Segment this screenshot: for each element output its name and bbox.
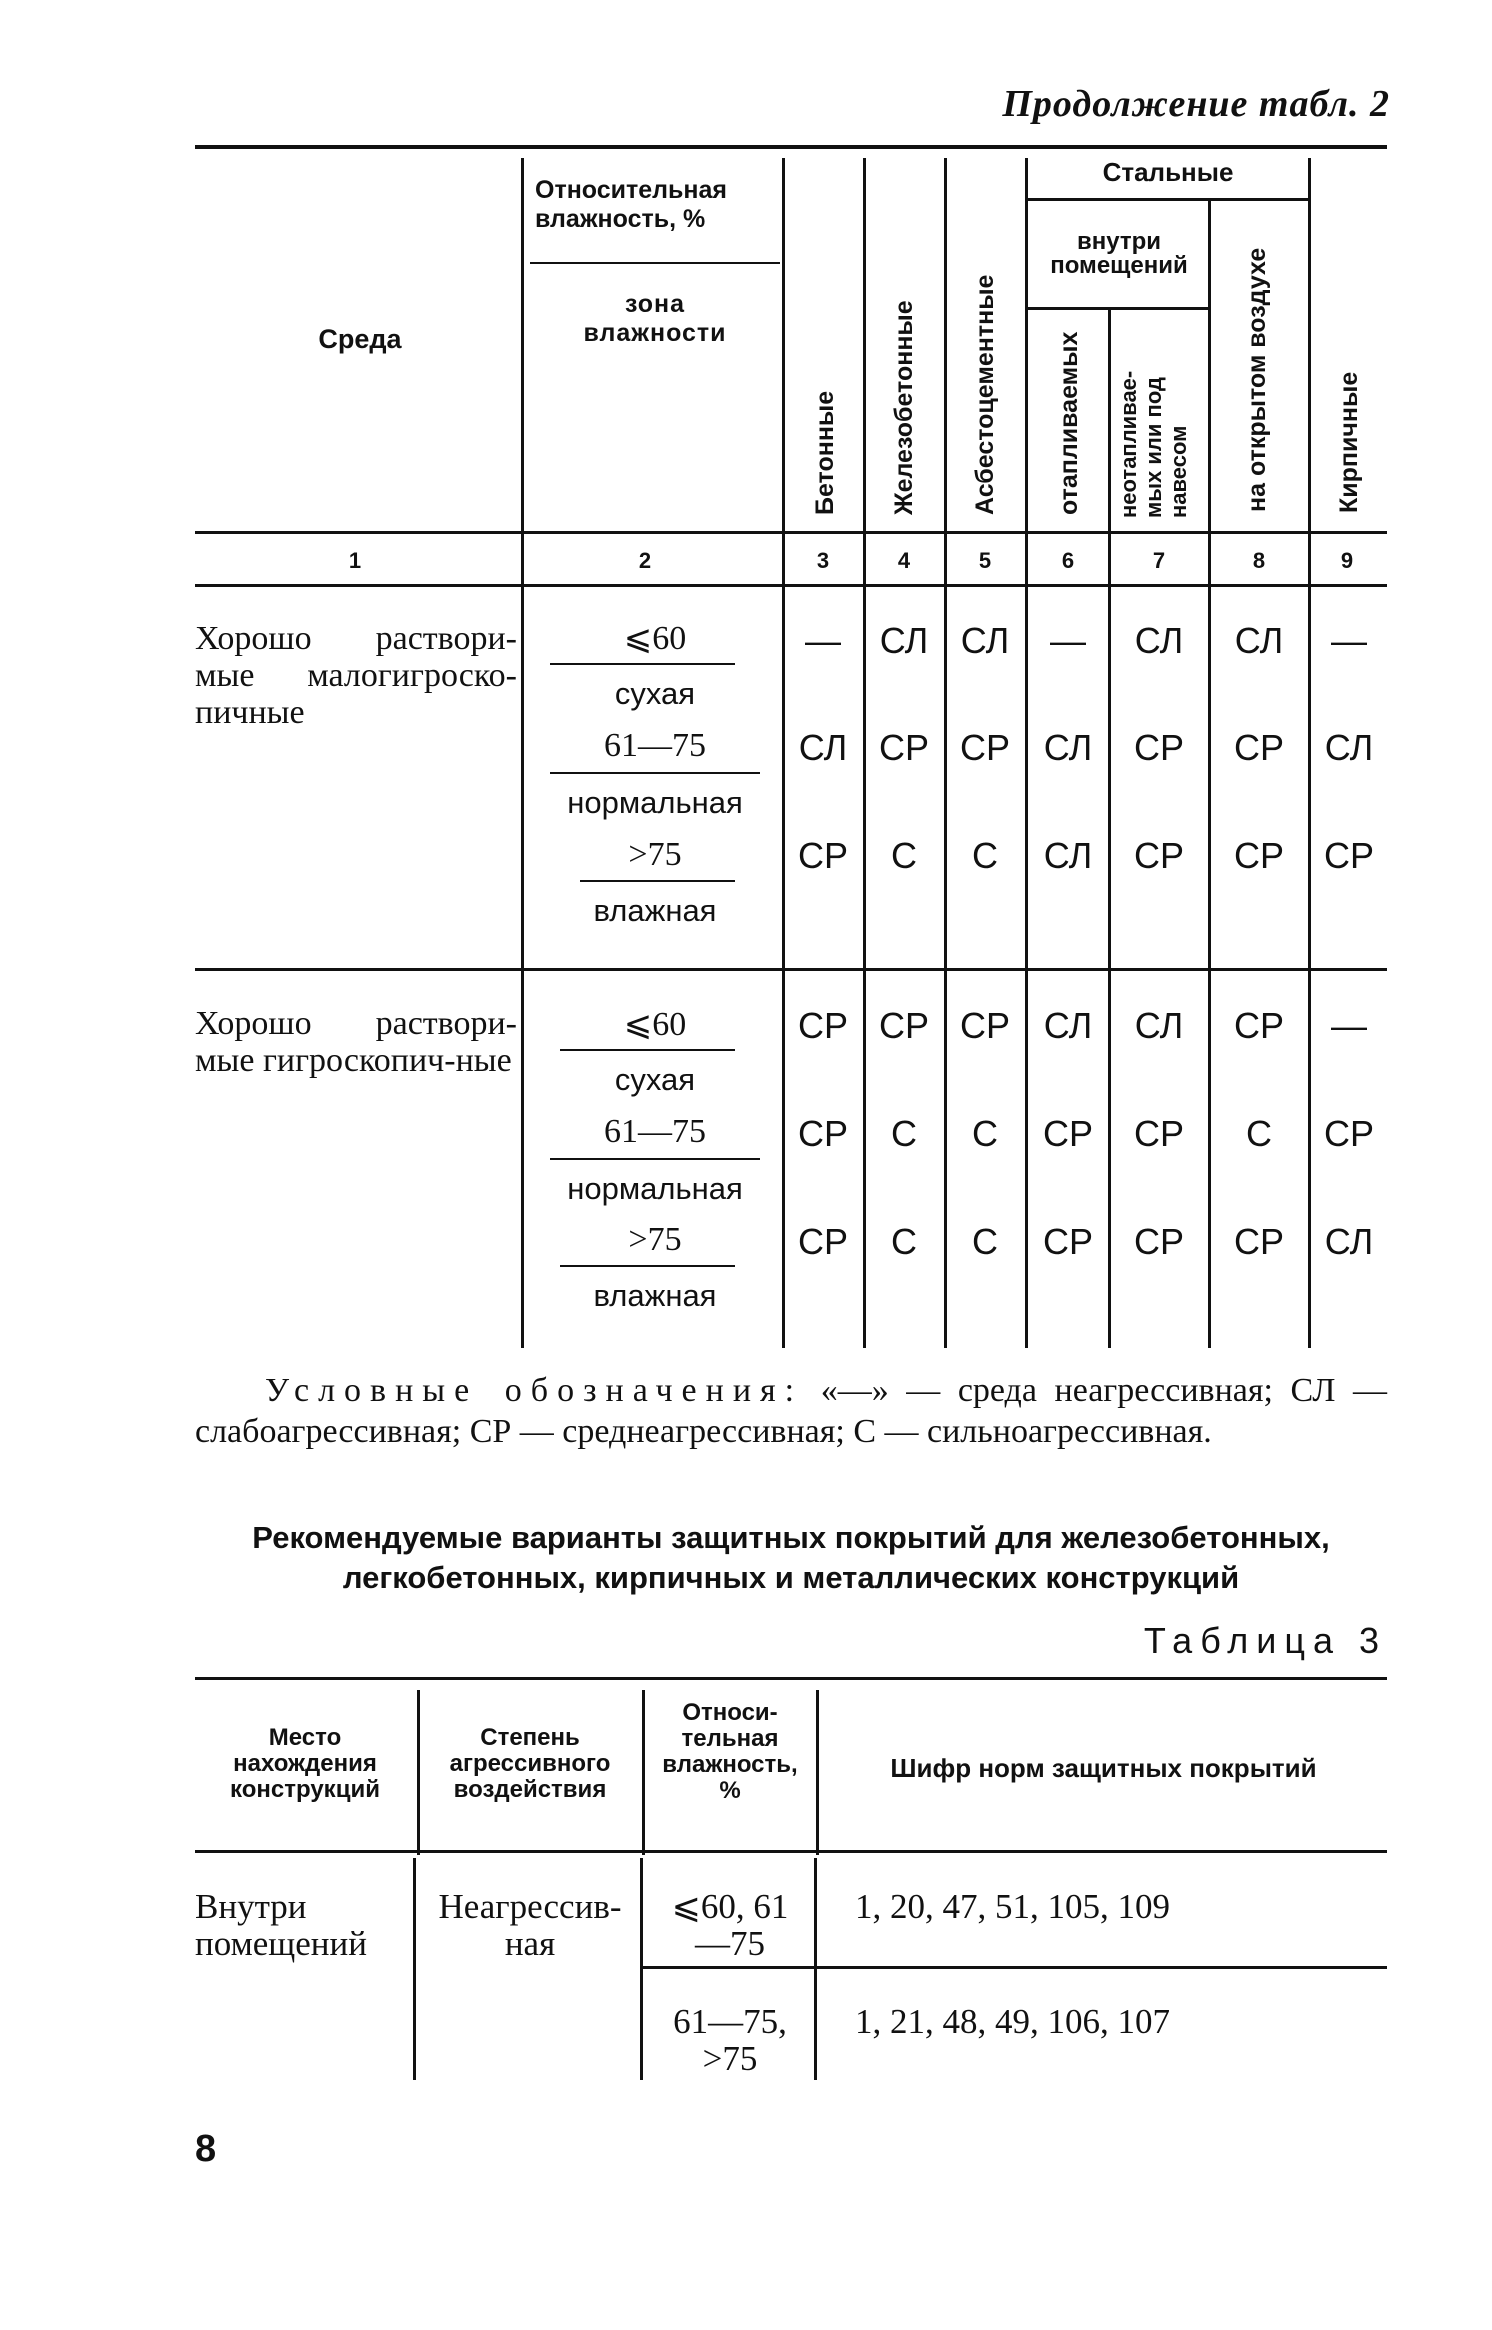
table-cell: С (891, 1221, 917, 1262)
colnum-7: 7 (1152, 548, 1166, 573)
header-codes: Шифр норм защитных покрытий (890, 1753, 1317, 1783)
table3-label: Таблица 3 (1143, 1620, 1387, 1661)
environment-label: Хорошо раствори-мые гигроскопич-ные (195, 1005, 517, 1079)
table-cell: С (891, 1113, 917, 1154)
humidity-value: 61—75, >75 (673, 2002, 787, 2078)
continuation-header: Продолжение табл. 2 (1002, 83, 1390, 125)
zone-label: сухая (614, 676, 696, 711)
table-cell: СЛ (1234, 620, 1284, 661)
header-indoor: внутри помещений (1050, 228, 1188, 279)
table-cell: СР (1042, 1221, 1093, 1262)
table-cell: СР (1133, 727, 1184, 768)
header-col5: Асбестоцементные (971, 274, 999, 515)
table-cell: — (805, 620, 841, 661)
table-cell: С (1246, 1113, 1272, 1154)
page-number: 8 (195, 2128, 217, 2170)
table-cell: СР (1233, 1005, 1284, 1046)
header-place: Место нахождения конструкций (230, 1724, 380, 1803)
zone-label: нормальная (567, 1171, 743, 1206)
table-cell: С (891, 835, 917, 876)
table-cell: СЛ (960, 620, 1010, 661)
zone-label: влажная (593, 1278, 717, 1313)
table-cell: СР (959, 727, 1010, 768)
colnum-6: 6 (1061, 548, 1075, 573)
table-cell: — (1050, 620, 1086, 661)
table-cell: СР (878, 727, 929, 768)
table-cell: СЛ (1043, 1005, 1093, 1046)
codes-value: 1, 21, 48, 49, 106, 107 (855, 2002, 1170, 2041)
table-cell: СЛ (1043, 727, 1093, 768)
table-cell: С (972, 1113, 998, 1154)
table-cell: СР (797, 1005, 848, 1046)
header-col8: на открытом воздухе (1243, 247, 1271, 512)
table-cell: СР (878, 1005, 929, 1046)
colnum-5: 5 (978, 548, 992, 573)
header-col3: Бетонные (811, 390, 839, 515)
table-cell: СЛ (1324, 1221, 1374, 1262)
table-cell: СР (1133, 835, 1184, 876)
zone-label: сухая (614, 1062, 696, 1097)
colnum-1: 1 (348, 548, 362, 573)
zone-label: нормальная (567, 785, 743, 820)
header-degree: Степень агрессивного воздействия (449, 1724, 611, 1803)
header-steel: Стальные (1102, 157, 1234, 187)
table-cell: СЛ (798, 727, 848, 768)
humidity-value: 61—75 (604, 1113, 706, 1150)
table-cell: СР (1233, 835, 1284, 876)
table-cell: СЛ (1134, 1005, 1184, 1046)
table3-title-line2: легкобетонных, кирпичных и металлических конструкций (342, 1560, 1240, 1595)
header-col7: неотапливае- мых или под навесом (1116, 370, 1191, 518)
legend-label: Условные обозначения: (265, 1372, 804, 1409)
header-humidity: Относительная влажность, % (535, 176, 727, 233)
table-cell: С (972, 835, 998, 876)
table-cell: СЛ (1324, 727, 1374, 768)
table-cell: — (1331, 620, 1367, 661)
table-cell: СР (1233, 727, 1284, 768)
humidity-value: 61—75 (604, 727, 706, 764)
humidity-value: ⩽60 (623, 620, 687, 657)
degree-label: Неагрессив-ная (438, 1887, 622, 1963)
table-cell: СР (1133, 1221, 1184, 1262)
header-col9: Кирпичные (1335, 371, 1363, 513)
table-cell: СР (959, 1005, 1010, 1046)
humidity-value: >75 (628, 836, 682, 873)
legend-paragraph (195, 1370, 1387, 1452)
table-cell: СР (1323, 1113, 1374, 1154)
humidity-value: ⩽60 (623, 1006, 687, 1043)
colnum-2: 2 (638, 548, 652, 573)
table-cell: СЛ (879, 620, 929, 661)
table-cell: СР (797, 835, 848, 876)
table-cell: СР (797, 1221, 848, 1262)
colnum-9: 9 (1340, 548, 1354, 573)
environment-label: Хорошо раствори-мые малогигроско-пичные (195, 620, 517, 731)
colnum-4: 4 (897, 548, 911, 573)
table3-title-line1: Рекомендуемые варианты защитных покрытий для железобетонных, (252, 1520, 1330, 1555)
humidity-value: ⩽60, 61—75 (671, 1887, 789, 1963)
table-cell: СР (1233, 1221, 1284, 1262)
humidity-value: >75 (628, 1221, 682, 1258)
header-zone: зона влажности (583, 290, 727, 347)
place-label: Внутри помещений (195, 1887, 367, 1963)
table-cell: СР (1133, 1113, 1184, 1154)
header-col6: отапливаемых (1055, 331, 1083, 515)
header-humidity: Относи-тельная влажность, % (662, 1699, 798, 1804)
table-cell: СЛ (1043, 835, 1093, 876)
legend-text: «—» — среда неагрессивная; СЛ — слабоагрессивная; СР — среднеагрессивная; С — сильноагрессивная. (195, 1372, 1387, 1450)
table-cell: СР (1323, 835, 1374, 876)
colnum-3: 3 (816, 548, 830, 573)
table-cell: СЛ (1134, 620, 1184, 661)
codes-value: 1, 20, 47, 51, 105, 109 (855, 1887, 1170, 1926)
table-cell: СР (797, 1113, 848, 1154)
table-cell: — (1331, 1005, 1367, 1046)
table-cell: С (972, 1221, 998, 1262)
header-col4: Железобетонные (890, 300, 918, 515)
colnum-8: 8 (1252, 548, 1266, 573)
zone-label: влажная (593, 893, 717, 928)
table-cell: СР (1042, 1113, 1093, 1154)
header-sreda: Среда (318, 324, 402, 354)
